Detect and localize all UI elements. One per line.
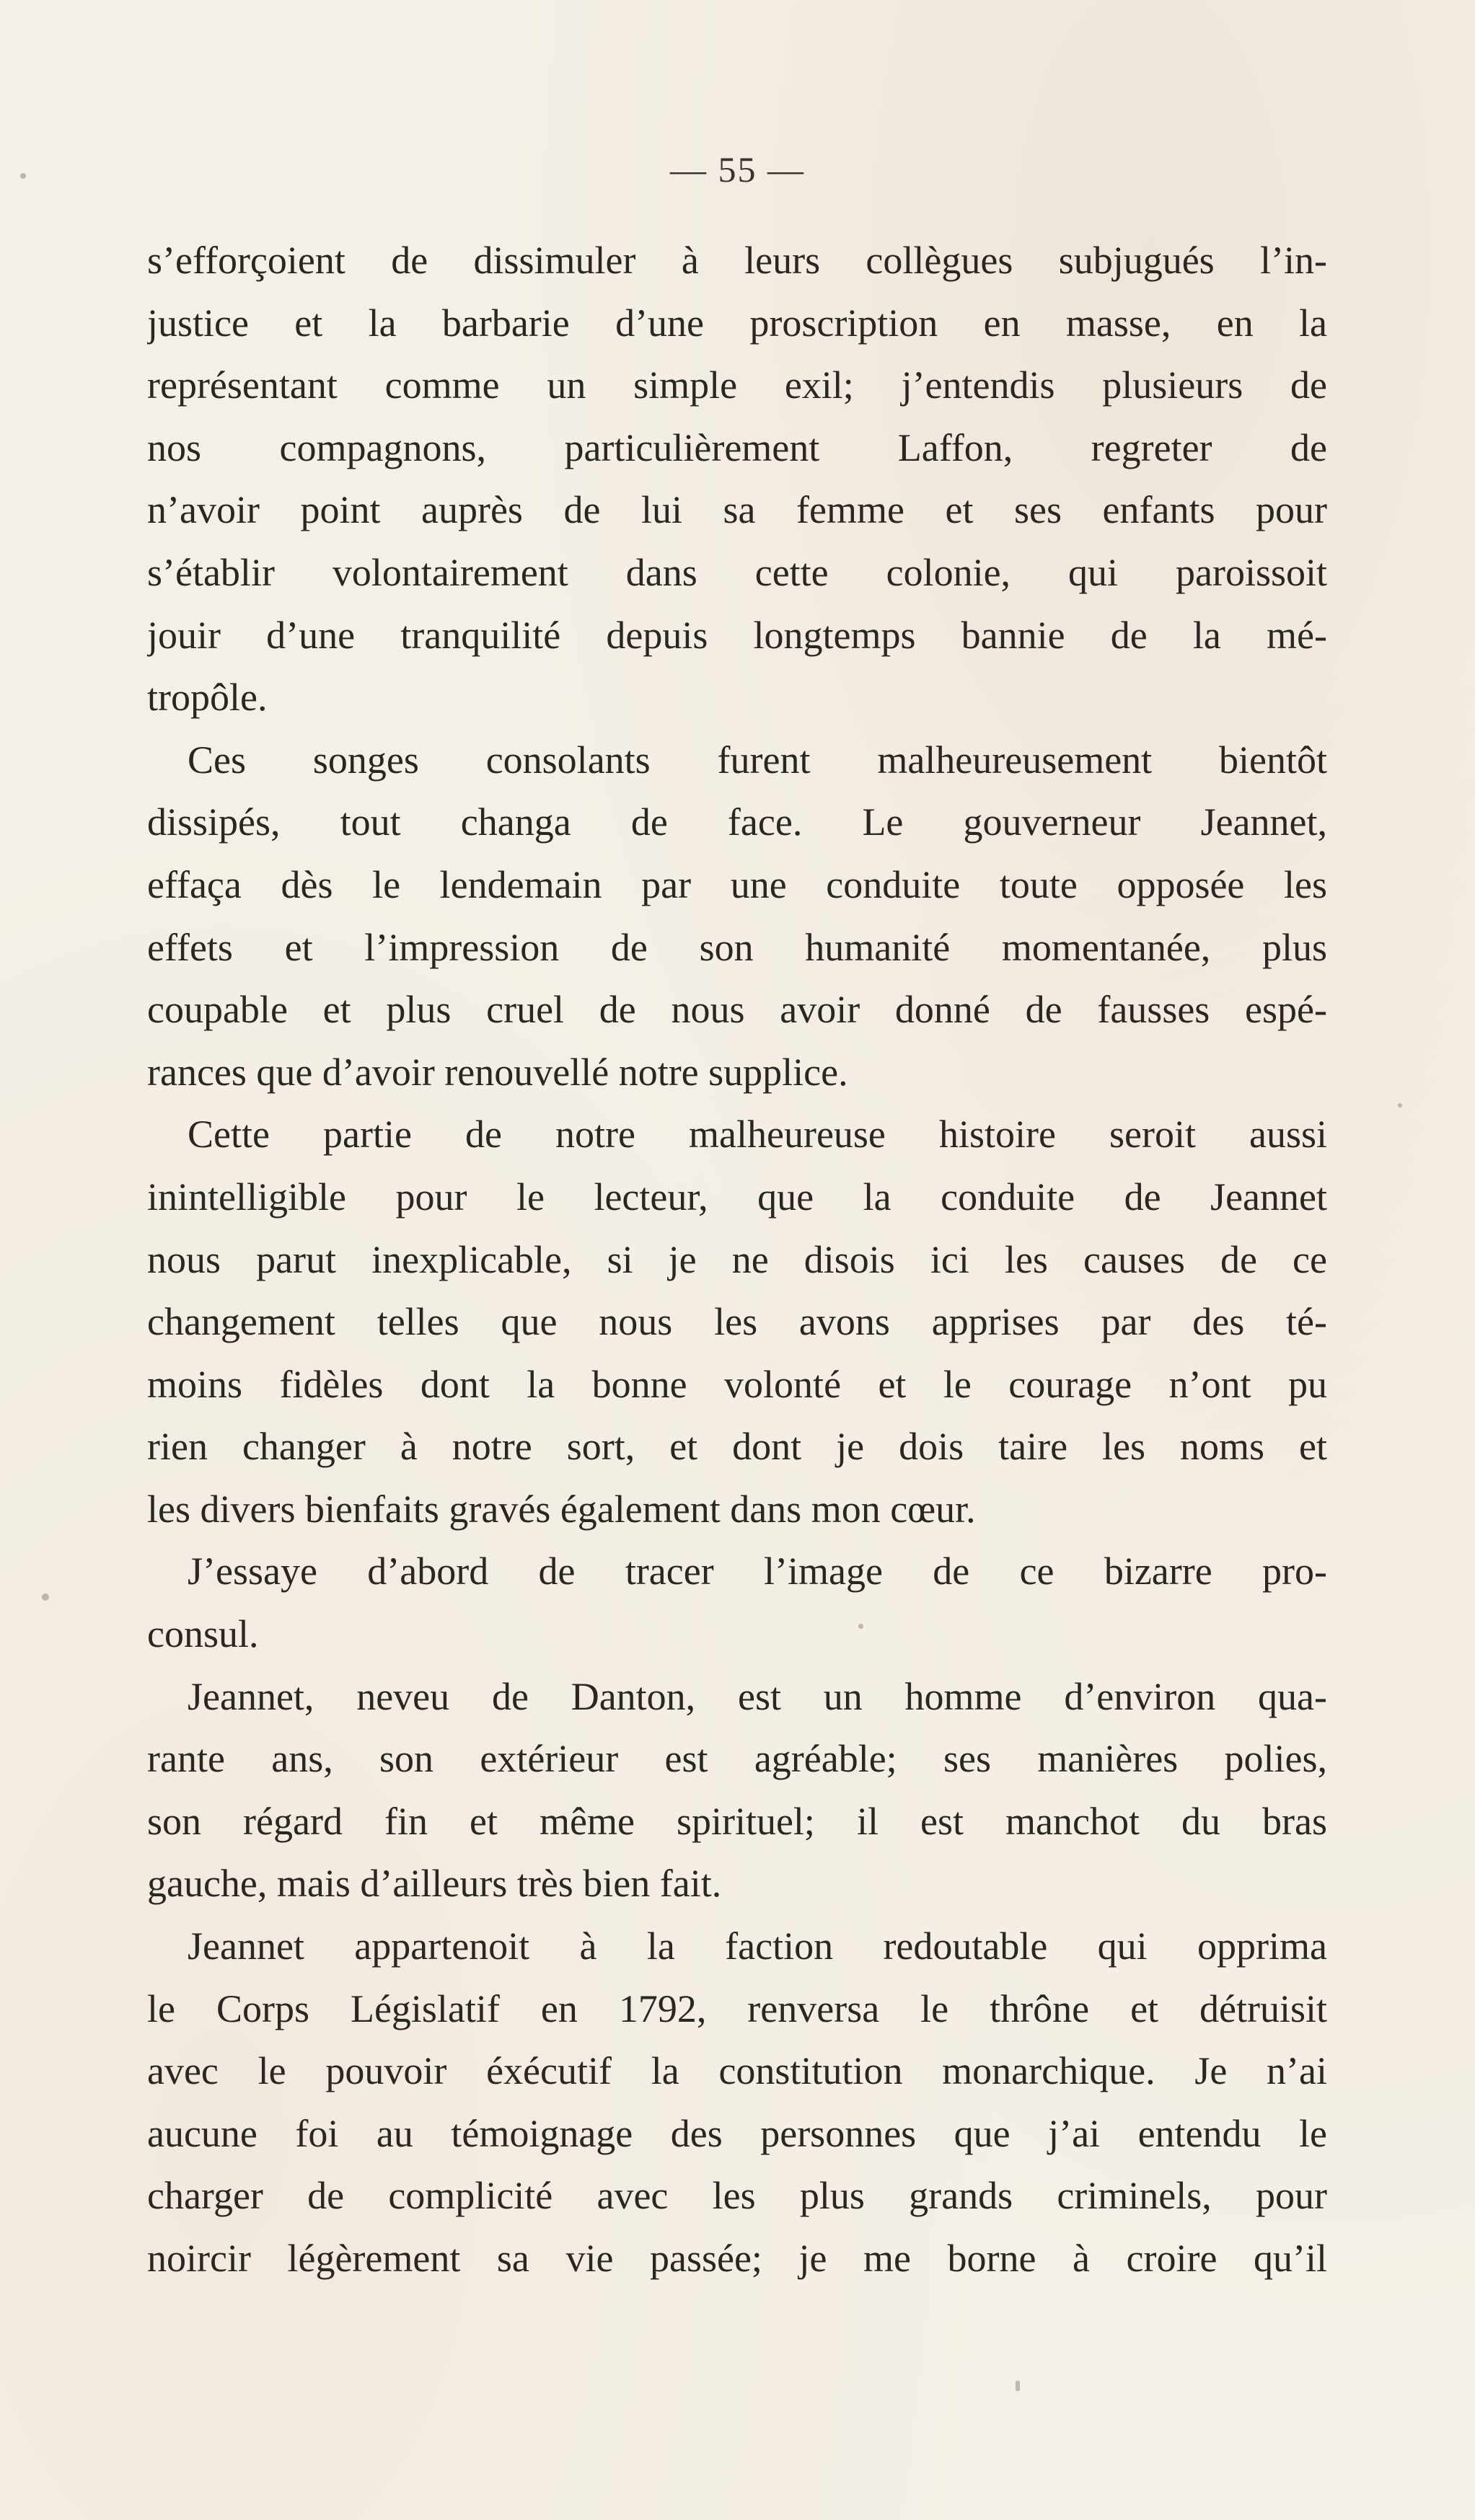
text-line: rien changer à notre sort, et dont je dois taire les noms et — [147, 1425, 1327, 1469]
text-line: justice et la barbarie d’une proscription en masse, en la — [147, 301, 1327, 345]
text-line: dissipés, tout changa de face. Le gouverneur Jeannet, — [147, 800, 1327, 844]
body-text — [147, 229, 1327, 2290]
text-line: n’avoir point auprès de lui sa femme et ses enfants pour — [147, 488, 1327, 532]
text-line: charger de complicité avec les plus grands criminels, pour — [147, 2174, 1327, 2218]
text-line: J’essaye d’abord de tracer l’image de ce bizarre pro- — [188, 1549, 1327, 1593]
text-line: son régard fin et même spirituel; il est manchot du bras — [147, 1799, 1327, 1843]
text-line: nos compagnons, particulièrement Laffon, regreter de — [147, 425, 1327, 469]
text-line: inintelligible pour le lecteur, que la conduite de Jeannet — [147, 1175, 1327, 1219]
text-line: Jeannet appartenoit à la faction redoutable qui opprima — [188, 1924, 1327, 1968]
text-line: rances que d’avoir renouvellé notre supplice. — [147, 1050, 848, 1094]
text-line: effets et l’impression de son humanité momentanée, plus — [147, 925, 1327, 969]
text-line: représentant comme un simple exil; j’entendis plusieurs de — [147, 363, 1327, 407]
text-line: Ces songes consolants furent malheureusement bientôt — [188, 738, 1327, 782]
text-line: noircir légèrement sa vie passée; je me borne à croire qu’il — [147, 2237, 1327, 2280]
text-line: nous parut inexplicable, si je ne disois ici les causes de ce — [147, 1237, 1327, 1281]
text-line: aucune foi au témoignage des personnes que j’ai entendu le — [147, 2111, 1327, 2155]
text-line: avec le pouvoir éxécutif la constitution monarchique. Je n’ai — [147, 2049, 1327, 2093]
paper-speck — [1398, 1103, 1402, 1108]
text-line: les divers bienfaits gravés également dans mon cœur. — [147, 1487, 976, 1531]
text-line: coupable et plus cruel de nous avoir donné de fausses espé- — [147, 988, 1327, 1032]
text-line: tropôle. — [147, 676, 268, 720]
text-line: le Corps Législatif en 1792, renversa le thrône et détruisit — [147, 1986, 1327, 2030]
paper-speck — [1016, 2381, 1020, 2391]
text-line: Cette partie de notre malheureuse histoire seroit aussi — [188, 1113, 1327, 1157]
text-line: consul. — [147, 1612, 259, 1656]
text-line: moins fidèles dont la bonne volonté et le courage n’ont pu — [147, 1362, 1327, 1406]
text-line: jouir d’une tranquilité depuis longtemps bannie de la mé- — [147, 613, 1327, 657]
text-line: rante ans, son extérieur est agréable; ses manières polies, — [147, 1737, 1327, 1781]
text-line: gauche, mais d’ailleurs très bien fait. — [147, 1862, 722, 1906]
text-line: s’efforçoient de dissimuler à leurs collègues subjugués l’in- — [147, 239, 1327, 282]
paper-speck — [42, 1593, 49, 1601]
text-line: s’établir volontairement dans cette colonie, qui paroissoit — [147, 550, 1327, 594]
text-line: Jeannet, neveu de Danton, est un homme d’environ qua- — [188, 1674, 1327, 1718]
text-line: changement telles que nous les avons apprises par des té- — [147, 1300, 1327, 1344]
text-line: effaça dès le lendemain par une conduite toute opposée les — [147, 862, 1327, 906]
page-number: — 55 — — [670, 149, 805, 190]
